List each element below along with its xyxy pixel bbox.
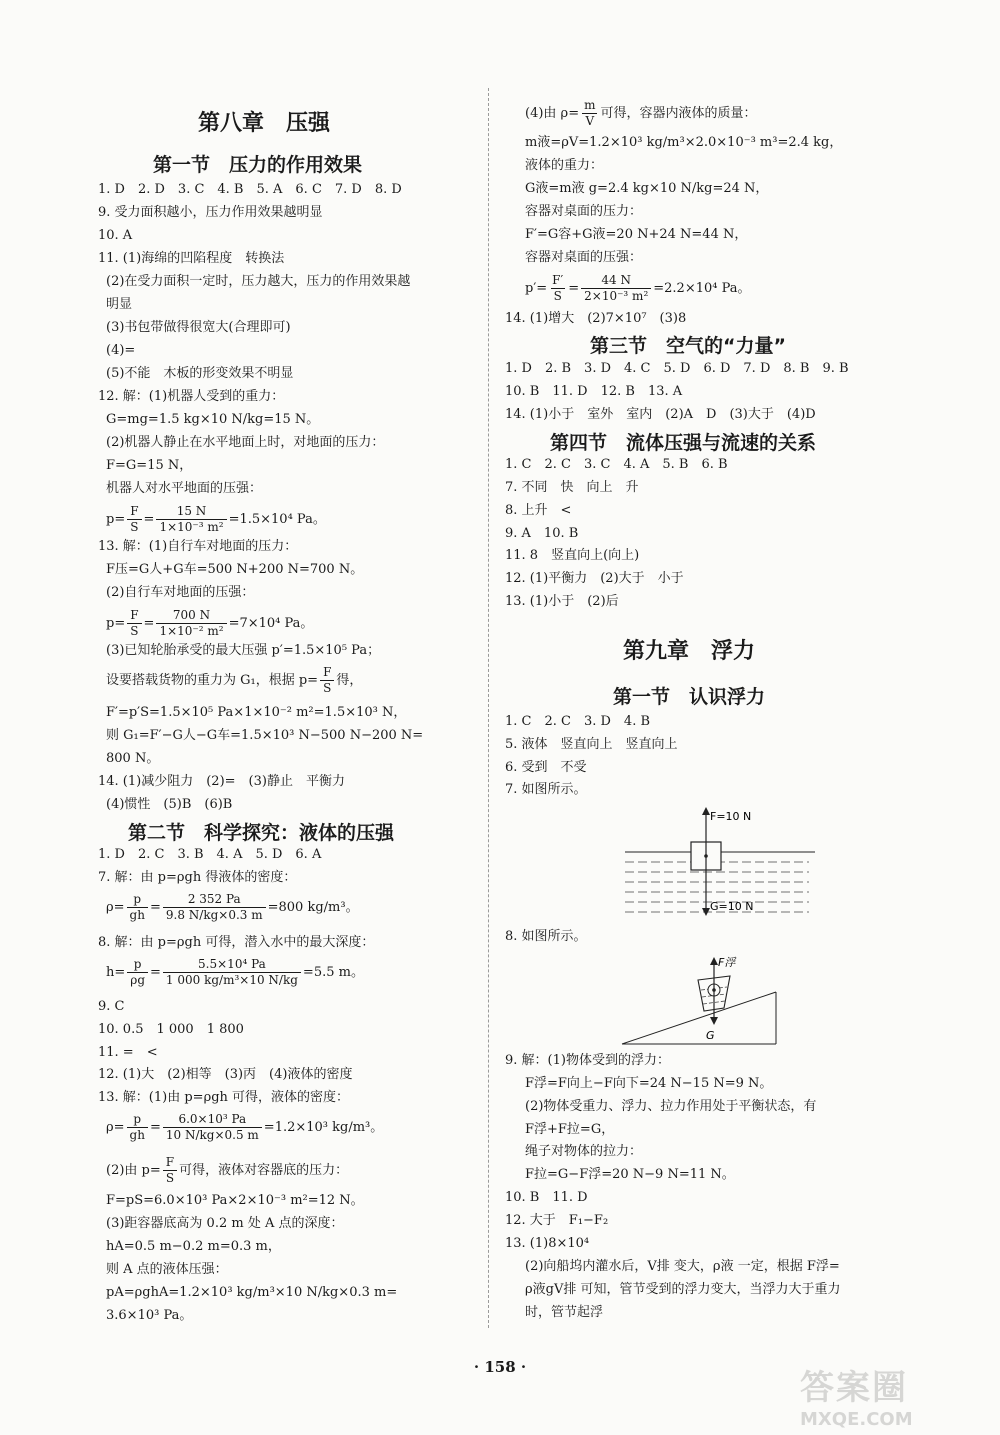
answer-line: F=pS=6.0×10³ Pa×2×10⁻³ m²=12 N。 bbox=[106, 1193, 364, 1208]
answer-line: pA=ρghA=1.2×10³ kg/m³×10 N/kg×0.3 m= bbox=[106, 1285, 398, 1300]
answer-line: 11. 8 竖直向上(向上) bbox=[505, 548, 640, 563]
answer-line: F拉=G−F浮=20 N−9 N=11 N。 bbox=[525, 1167, 735, 1182]
fig1-force-label: F=10 N bbox=[710, 810, 752, 823]
answer-line: 12. (1)大 (2)相等 (3)丙 (4)液体的密度 bbox=[98, 1067, 353, 1082]
answer-line: 12. 解：(1)机器人受到的重力： bbox=[98, 389, 285, 404]
formula-line: (2)由 p= $\frac{F}{S}$ 可得，液体对容器底的压力： bbox=[106, 1155, 349, 1185]
answer-line: 14. (1)增大 (2)7×10⁷ (3)8 bbox=[505, 311, 687, 326]
answer-line: 9. A 10. B bbox=[505, 526, 579, 541]
section-5-title: 第一节 认识浮力 bbox=[613, 686, 766, 708]
answer-line: 8. 如图所示。 bbox=[505, 929, 587, 944]
formula-line: p= $\frac{F}{S}$ = $\frac{700 N}{\text{1×10⁻² m²}}$ =7×10⁴ Pa。 bbox=[106, 608, 314, 638]
answer-line: (3)书包带做得很宽大(合理即可) bbox=[106, 320, 291, 335]
formula-line: 设要搭载货物的重力为 G₁，根据 p= $\frac{F}{S}$ 得， bbox=[106, 665, 363, 695]
answer-line: 8. 解：由 p=ρgh 可得，潜入水中的最大深度： bbox=[98, 935, 375, 950]
chapter-8-title: 第八章 压强 bbox=[198, 111, 331, 136]
answer-line: ρ液gV排 可知，管节受到的浮力变大，当浮力大于重力 bbox=[525, 1282, 841, 1297]
answer-line: 容器对桌面的压力： bbox=[525, 204, 643, 219]
answer-line: 3.6×10³ Pa。 bbox=[106, 1308, 193, 1323]
answer-line: 11. = < bbox=[98, 1045, 158, 1060]
answer-line: (4)惯性 (5)B (6)B bbox=[106, 797, 233, 812]
answer-line: 10. B 11. D 12. B 13. A bbox=[505, 384, 683, 399]
buoyancy-figure-2 bbox=[620, 952, 780, 1048]
answer-line: F压=G人+G车=500 N+200 N=700 N。 bbox=[106, 562, 364, 577]
section-4-title: 第四节 流体压强与流速的关系 bbox=[550, 432, 817, 454]
answer-line: 800 N。 bbox=[106, 751, 160, 766]
buoyancy-figure-1 bbox=[625, 806, 815, 918]
answer-line: 10. B 11. D bbox=[505, 1190, 588, 1205]
answer-line: 14. (1)小于 室外 室内 (2)A D (3)大于 (4)D bbox=[505, 407, 816, 422]
answer-line: 容器对桌面的压强： bbox=[525, 250, 643, 265]
answer-line: 则 A 点的液体压强： bbox=[106, 1262, 228, 1277]
answer-line: (2)自行车对地面的压强： bbox=[106, 585, 255, 600]
answer-line: 1. D 2. B 3. D 4. C 5. D 6. D 7. D 8. B 9. B bbox=[505, 361, 849, 376]
chapter-9-title: 第九章 浮力 bbox=[623, 639, 756, 664]
section-1-title: 第一节 压力的作用效果 bbox=[153, 154, 363, 176]
answer-line: 5. 液体 竖直向上 竖直向上 bbox=[505, 737, 678, 752]
answer-line: 9. 受力面积越小，压力作用效果越明显 bbox=[98, 205, 323, 220]
answer-line: 11. (1)海绵的凹陷程度 转换法 bbox=[98, 251, 285, 266]
fig1-gravity-label: G=10 N bbox=[710, 900, 754, 913]
formula-line: ρ= $\frac{p}{gh}$ = $\frac{\text{6.0×10³ Pa}}{10 N/kg\times 0.5 m}$ =1.2×10³ kg/m³。 bbox=[106, 1112, 384, 1142]
answer-line: 9. C bbox=[98, 999, 125, 1014]
answer-line: 1. D 2. D 3. C 4. B 5. A 6. C 7. D 8. D bbox=[98, 182, 402, 197]
answer-line: F=G=15 N， bbox=[106, 458, 193, 473]
page-number: · 158 · bbox=[473, 1358, 527, 1376]
answer-line: (2)机器人静止在水平地面上时，对地面的压力： bbox=[106, 435, 385, 450]
answer-line: (5)不能 木板的形变效果不明显 bbox=[106, 366, 294, 381]
answer-line: F浮+F拉=G， bbox=[525, 1122, 615, 1137]
answer-line: (3)距容器底高为 0.2 m 处 A 点的深度： bbox=[106, 1216, 344, 1231]
answer-line: 时，管节起浮 bbox=[525, 1305, 604, 1320]
answer-line: (4)= bbox=[106, 343, 136, 358]
answer-line: 13. 解：(1)由 p=ρgh 可得，液体的密度： bbox=[98, 1090, 350, 1105]
answer-line: 机器人对水平地面的压强： bbox=[106, 481, 263, 496]
answer-line: 14. (1)减少阻力 (2)= (3)静止 平衡力 bbox=[98, 774, 345, 789]
answer-line: 7. 不同 快 向上 升 bbox=[505, 480, 639, 495]
formula-line: ρ= $\frac{p}{gh}$ = $\frac{2 352 Pa}{9.8 N/kg\times 0.3 m}$ =800 kg/m³。 bbox=[106, 892, 359, 922]
answer-line: 1. C 2. C 3. C 4. A 5. B 6. B bbox=[505, 457, 728, 472]
fig2-gravity-label: G bbox=[706, 1029, 715, 1042]
formula-line: h= $\frac{p}{\rho g}$ = $\frac{\text{5.5×10⁴ Pa}}{\text{1 000 kg/m³×10 N/kg}}$ =5.5 m。 bbox=[106, 957, 364, 987]
answer-line: 6. 受到 不受 bbox=[505, 760, 587, 775]
answer-line: 明显 bbox=[106, 297, 133, 312]
formula-line: (4)由 ρ= $\frac{m}{V}$ 可得，容器内液体的质量： bbox=[525, 98, 757, 128]
answer-line: 12. (1)平衡力 (2)大于 小于 bbox=[505, 571, 684, 586]
answer-line: 则 G₁=F′−G人−G车=1.5×10³ N−500 N−200 N= bbox=[106, 728, 424, 743]
answer-line: 1. D 2. C 3. B 4. A 5. D 6. A bbox=[98, 847, 322, 862]
answer-line: G=mg=1.5 kg×10 N/kg=15 N。 bbox=[106, 412, 320, 427]
answer-line: 10. A bbox=[98, 228, 133, 243]
answer-line: 13. (1)8×10⁴ bbox=[505, 1236, 590, 1251]
watermark-logo: 答案圈 MXQE.COM bbox=[800, 1368, 913, 1430]
answer-line: 液体的重力： bbox=[525, 158, 604, 173]
answer-line: (3)已知轮胎承受的最大压强 p′=1.5×10⁵ Pa； bbox=[106, 643, 381, 658]
answer-line: m液=ρV=1.2×10³ kg/m³×2.0×10⁻³ m³=2.4 kg， bbox=[525, 135, 843, 150]
formula-line: p′= $\frac{F'}{S}$ = $\frac{44 N}{\text{2×10⁻³ m²}}$ =2.2×10⁴ Pa。 bbox=[525, 273, 751, 303]
section-2-title: 第二节 科学探究：液体的压强 bbox=[128, 822, 395, 844]
answer-line: 8. 上升 < bbox=[505, 503, 572, 518]
answer-line: 1. C 2. C 3. D 4. B bbox=[505, 714, 651, 729]
column-divider bbox=[488, 88, 489, 1328]
answer-line: F浮=F向上−F向下=24 N−15 N=9 N。 bbox=[525, 1076, 773, 1091]
section-3-title: 第三节 空气的“力量” bbox=[590, 335, 786, 357]
answer-line: (2)在受力面积一定时，压力越大，压力的作用效果越 bbox=[106, 274, 411, 289]
formula-line: p= $\frac{F}{S}$ = $\frac{15 N}{\text{1×10⁻³ m²}}$ =1.5×10⁴ Pa。 bbox=[106, 504, 326, 534]
fig2-buoyancy-label: F浮 bbox=[718, 956, 736, 969]
answer-line: 12. 大于 F₁−F₂ bbox=[505, 1213, 609, 1228]
answer-line: hA=0.5 m−0.2 m=0.3 m， bbox=[106, 1239, 281, 1254]
answer-line: G液=m液 g=2.4 kg×10 N/kg=24 N， bbox=[525, 181, 769, 196]
answer-line: (2)向船坞内灌水后，V排 变大，ρ液 一定，根据 F浮= bbox=[525, 1259, 840, 1274]
answer-line: 9. 解：(1)物体受到的浮力： bbox=[505, 1053, 670, 1068]
answer-line: 10. 0.5 1 000 1 800 bbox=[98, 1022, 244, 1037]
answer-line: 绳子对物体的拉力： bbox=[525, 1144, 643, 1159]
answer-line: 7. 解：由 p=ρgh 得液体的密度： bbox=[98, 870, 297, 885]
answer-line: 13. (1)小于 (2)后 bbox=[505, 594, 619, 609]
answer-line: (2)物体受重力、浮力、拉力作用处于平衡状态，有 bbox=[525, 1099, 817, 1114]
answer-line: F′=p′S=1.5×10⁵ Pa×1×10⁻² m²=1.5×10³ N， bbox=[106, 705, 407, 720]
answer-line: 7. 如图所示。 bbox=[505, 782, 587, 797]
answer-line: 13. 解：(1)自行车对地面的压力： bbox=[98, 539, 298, 554]
answer-line: F′=G容+G液=20 N+24 N=44 N， bbox=[525, 227, 748, 242]
